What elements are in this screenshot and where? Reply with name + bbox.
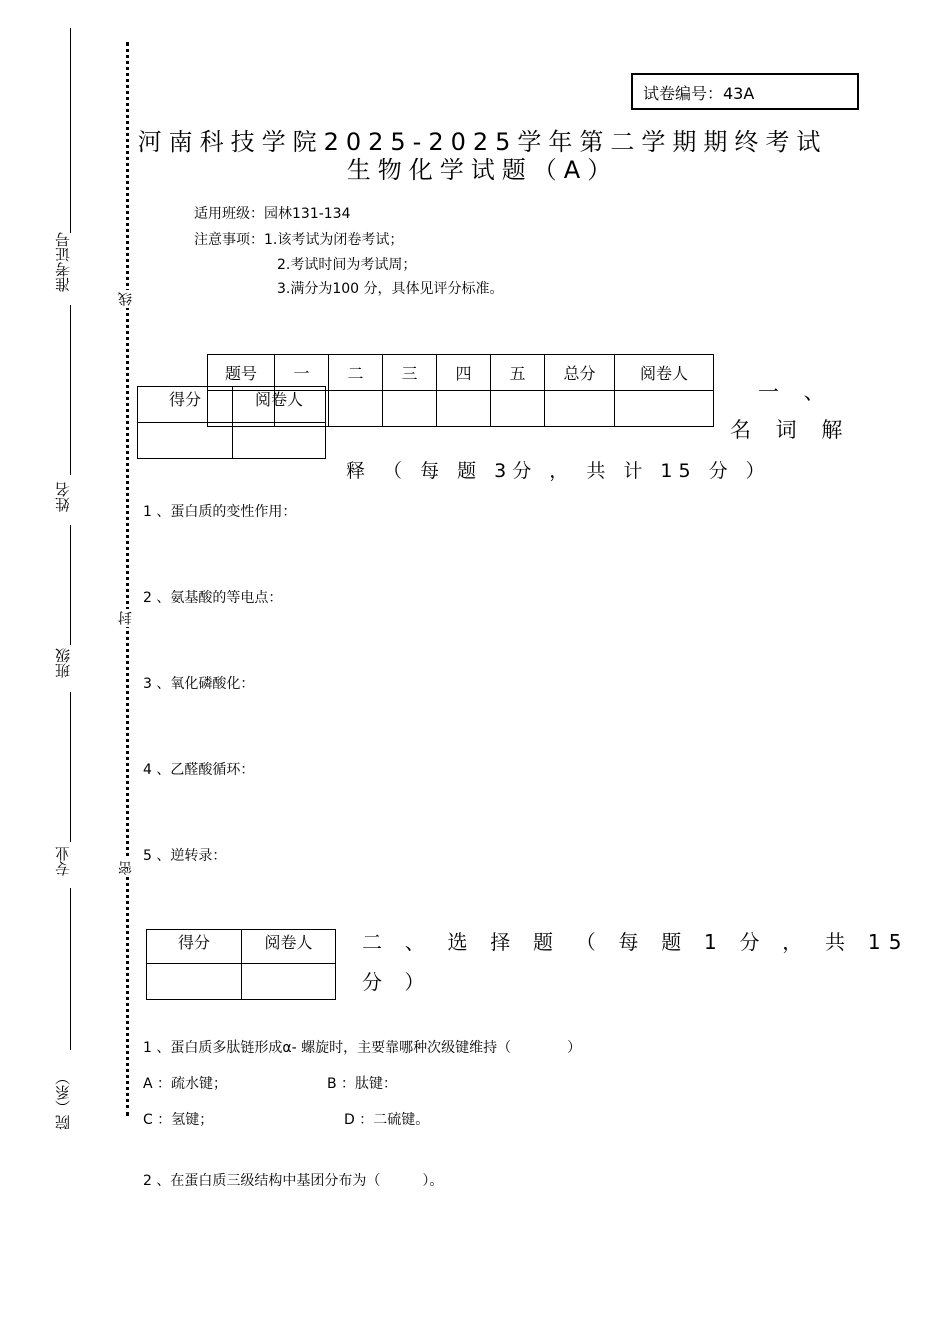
name-label: 姓名 — [54, 482, 72, 512]
seal-close-char: 密 — [118, 861, 134, 875]
score-cell[interactable] — [615, 391, 714, 427]
grader-reviewer-cell[interactable] — [242, 964, 336, 1000]
header-cell: 阅卷人 — [615, 355, 714, 391]
header-cell: 五 — [491, 355, 545, 391]
grader-score-cell[interactable] — [147, 964, 242, 1000]
exam-title: 河南科技学院2025-2025学年第二学期期终考试 — [137, 128, 828, 156]
exam-subtitle: 生物化学试题（A） — [346, 156, 619, 184]
seal-dotted-line — [126, 42, 129, 1116]
header-cell: 四 — [437, 355, 491, 391]
section1-heading-a: 一 、 — [758, 380, 834, 404]
header-cell: 总分 — [545, 355, 615, 391]
seal-line-char: 线 — [118, 292, 134, 306]
section2-heading-a: 二 、 选 择 题 （ 每 题 1 分 ， 共 15 — [362, 930, 910, 954]
grader-reviewer-label: 阅卷人 — [233, 387, 326, 423]
score-cell[interactable] — [437, 391, 491, 427]
question-item: 4 、乙醛酸循环： — [143, 762, 255, 778]
notes-line1: 注意事项：1.该考试为闭卷考试； — [194, 232, 404, 248]
option-a: A ：疏水键； — [143, 1076, 228, 1092]
section1-grader-box — [137, 386, 326, 459]
class-label: 班级 — [54, 648, 72, 678]
binding-line — [70, 888, 71, 1050]
paper-code-box: 试卷编号：43A — [631, 73, 859, 110]
section1-heading-b: 名 词 解 — [730, 418, 852, 442]
header-cell: 三 — [383, 355, 437, 391]
score-cell[interactable] — [329, 391, 383, 427]
grader-reviewer-label: 阅卷人 — [242, 930, 336, 964]
question-item: 2 、在蛋白质三级结构中基团分布为（ ）。 — [143, 1173, 444, 1189]
header-cell: 题号 — [208, 355, 275, 391]
question-item: 1 、蛋白质多肽链形成α- 螺旋时，主要靠哪种次级键维持（ ） — [143, 1040, 582, 1056]
binding-line — [70, 305, 71, 475]
applicable-class: 适用班级：园林131-134 — [194, 206, 351, 222]
question-item: 3 、氧化磷酸化： — [143, 676, 255, 692]
section1-heading-c: 释 （ 每 题 3分 ， 共 计 15 分 ） — [346, 460, 771, 482]
notes-line3: 3.满分为100 分，具体见评分标准。 — [277, 281, 504, 297]
major-label: 专业 — [54, 846, 72, 876]
option-b: B ：肽键： — [327, 1076, 398, 1092]
score-cell[interactable] — [491, 391, 545, 427]
exam-id-label: 准考证号 — [54, 232, 72, 292]
question-item: 2 、氨基酸的等电点： — [143, 590, 283, 606]
dept-label: 院（系） — [54, 1070, 72, 1130]
header-cell: 一 — [275, 355, 329, 391]
binding-line — [70, 692, 71, 842]
grader-reviewer-cell[interactable] — [233, 423, 326, 459]
binding-line — [70, 525, 71, 645]
notes-line2: 2.考试时间为考试周； — [277, 257, 417, 273]
grader-score-label: 得分 — [147, 930, 242, 964]
grader-score-cell[interactable] — [138, 423, 233, 459]
section2-grader-box — [146, 929, 336, 1000]
question-item: 5 、逆转录： — [143, 848, 227, 864]
grader-score-label: 得分 — [138, 387, 233, 423]
question-item: 1 、蛋白质的变性作用： — [143, 504, 297, 520]
header-cell: 二 — [329, 355, 383, 391]
option-c: C ：氢键； — [143, 1112, 214, 1128]
score-cell[interactable] — [383, 391, 437, 427]
section2-heading-b: 分 ） — [362, 970, 433, 994]
seal-seal-char: 封 — [118, 611, 134, 625]
option-d: D ：二硫键。 — [344, 1112, 430, 1128]
score-cell[interactable] — [545, 391, 615, 427]
